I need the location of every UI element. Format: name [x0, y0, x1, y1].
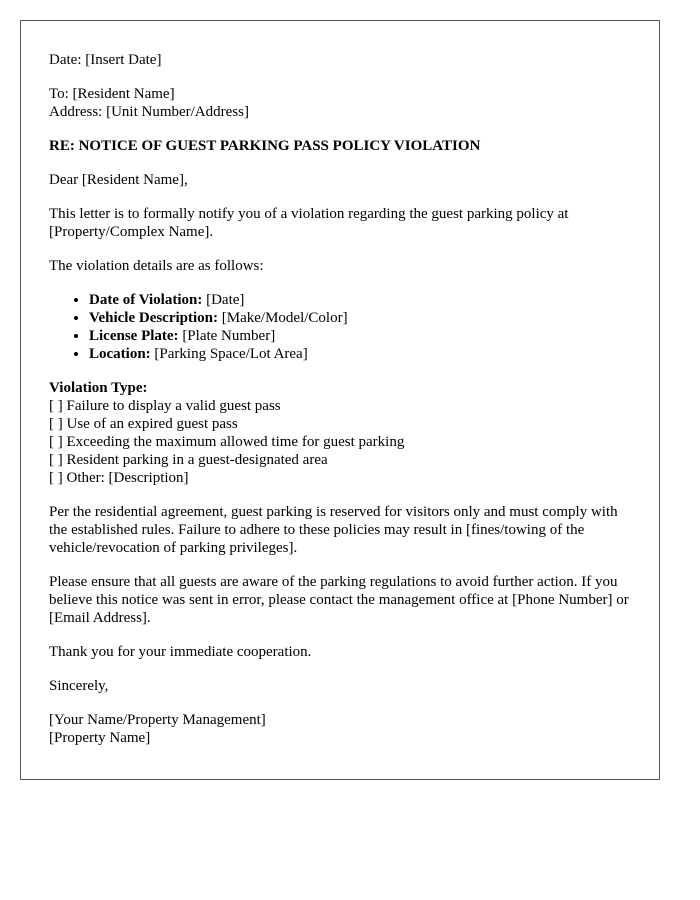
- detail-value: [Date]: [206, 292, 245, 308]
- detail-date-of-violation: [89, 291, 631, 309]
- violation-type-block: [49, 379, 631, 487]
- recipient-block: [49, 85, 631, 121]
- detail-value: [Make/Model/Color]: [221, 310, 348, 326]
- details-intro: The violation details are as follows:: [49, 258, 264, 274]
- policy-paragraph: Per the residential agreement, guest parking is reserved for visitors only and must comply with the established rules. Failure to adhere to these policies may result in [fines/towing of the vehicle/revocation of parking privileges].: [49, 504, 618, 556]
- signature-property: [Property Name]: [49, 730, 151, 746]
- violation-type-option: [ ] Other: [Description]: [49, 470, 189, 486]
- violation-type-option: [ ] Exceeding the maximum allowed time for guest parking: [49, 434, 405, 450]
- violation-details-list: [49, 291, 631, 363]
- violation-type-option: [ ] Failure to display a valid guest pass: [49, 398, 281, 414]
- closing-line: Sincerely,: [49, 678, 109, 694]
- detail-value: [Parking Space/Lot Area]: [154, 346, 308, 362]
- violation-type-option: [ ] Use of an expired guest pass: [49, 416, 238, 432]
- detail-vehicle-description: [89, 309, 631, 327]
- detail-label: Date of Violation:: [89, 292, 203, 308]
- thanks-line: Thank you for your immediate cooperation.: [49, 644, 312, 660]
- detail-location: [89, 345, 631, 363]
- detail-label: Vehicle Description:: [89, 310, 219, 326]
- signature-block: [49, 711, 631, 747]
- contact-paragraph: Please ensure that all guests are aware of the parking regulations to avoid further action. If you believe this notice was sent in error, please contact the management office at [Phone Number] or [Email Address].: [49, 574, 629, 626]
- violation-type-heading: Violation Type:: [49, 380, 148, 396]
- letter-page: [20, 20, 660, 780]
- detail-label: Location:: [89, 346, 151, 362]
- signature-name: [Your Name/Property Management]: [49, 712, 266, 728]
- salutation: Dear [Resident Name],: [49, 172, 188, 188]
- recipient-address: Address: [Unit Number/Address]: [49, 104, 249, 120]
- date-line: Date: [Insert Date]: [49, 52, 162, 68]
- intro-paragraph: This letter is to formally notify you of a violation regarding the guest parking policy at [Property/Complex Name].: [49, 206, 569, 240]
- subject-line: RE: NOTICE OF GUEST PARKING PASS POLICY VIOLATION: [49, 138, 481, 154]
- violation-type-option: [ ] Resident parking in a guest-designated area: [49, 452, 328, 468]
- recipient-name: To: [Resident Name]: [49, 86, 175, 102]
- detail-value: [Plate Number]: [182, 328, 276, 344]
- detail-label: License Plate:: [89, 328, 179, 344]
- detail-license-plate: [89, 327, 631, 345]
